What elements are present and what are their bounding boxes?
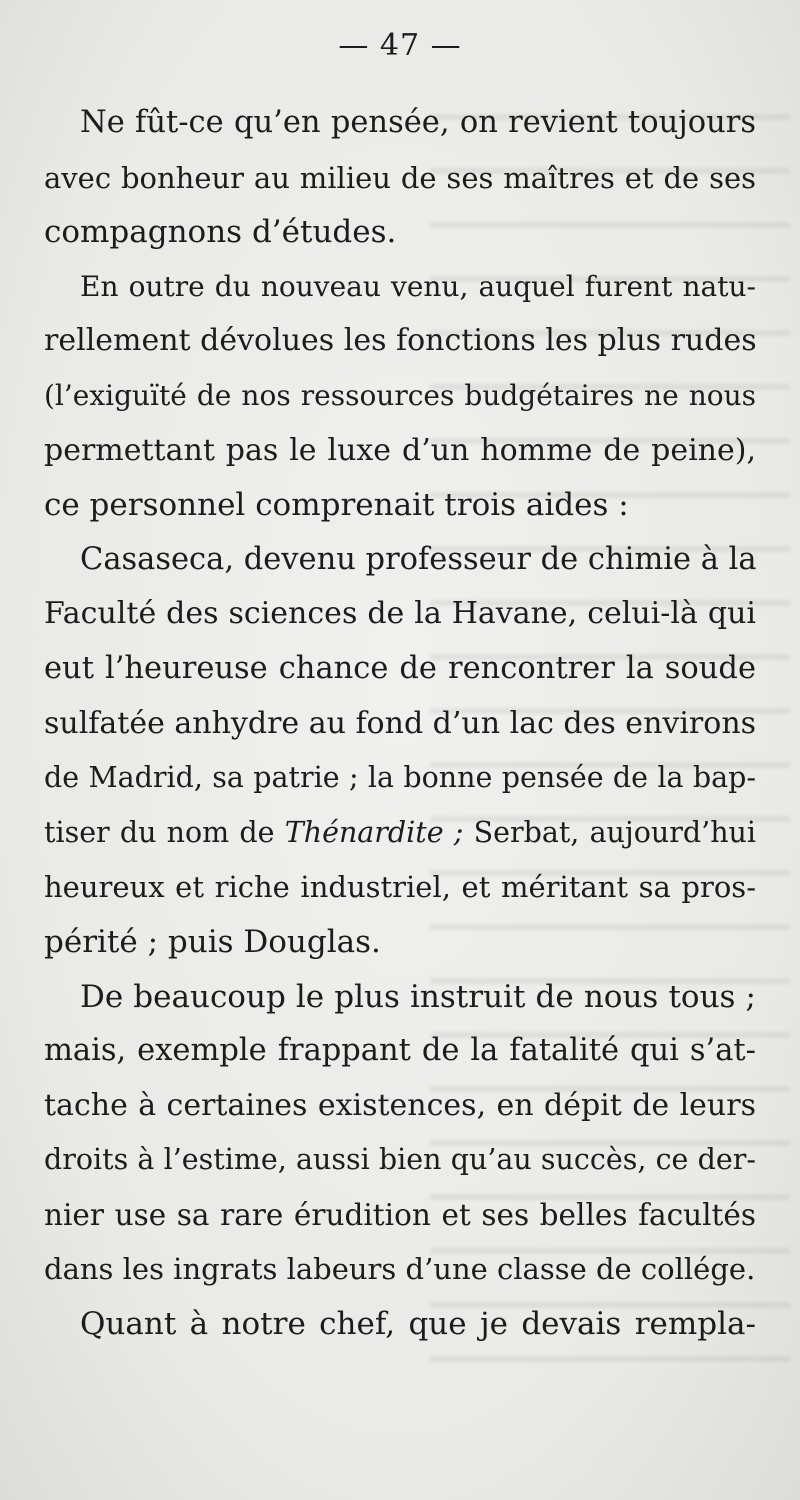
italic-name-thenardite: Thénardite ;: [284, 815, 464, 849]
text-fragment: tiser du nom de: [44, 815, 275, 849]
text-line: En outre du nouveau venu, auquel furent natu-: [80, 269, 756, 303]
text-line: heureux et riche industriel, et méritant sa pros-: [44, 870, 756, 905]
text-line: Ne fût-ce qu’en pensée, on revient toujours: [80, 105, 756, 140]
text-line: dans les ingrats labeurs d’une classe de collége.: [44, 1252, 756, 1287]
text-line: ce personnel comprenait trois aides :: [44, 487, 629, 524]
text-line: périté ; puis Douglas.: [44, 923, 381, 960]
text-line: mais, exemple frappant de la fatalité qui s’at-: [44, 1033, 756, 1069]
text-line: (l’exiguïté de nos ressources budgétaires ne nous: [44, 378, 756, 412]
text-line: compagnons d’études.: [44, 214, 397, 251]
text-line: Casaseca, devenu professeur de chimie à la: [80, 541, 757, 577]
text-line: De beaucoup le plus instruit de nous tous ;: [80, 978, 756, 1015]
text-line: droits à l’estime, aussi bien qu’au succès, ce der-: [44, 1143, 756, 1177]
text-line: Quant à notre chef, que je devais rempla-: [80, 1306, 756, 1343]
text-line: de Madrid, sa patrie ; la bonne pensée de la bap-: [44, 761, 756, 795]
page-number-header: — 47 —: [338, 28, 462, 63]
text-line: sulfatée anhydre au fond d’un lac des environs: [44, 705, 757, 741]
text-line: nier use sa rare érudition et ses belles facultés: [44, 1197, 756, 1232]
text-line-with-italic: [44, 806, 756, 861]
text-line: eut l’heureuse chance de rencontrer la soude: [44, 650, 756, 686]
text-line: avec bonheur au milieu de ses maîtres et de ses: [44, 160, 756, 195]
text-line: Faculté des sciences de la Havane, celui-là qui: [44, 596, 756, 632]
text-fragment: Serbat, aujourd’hui: [473, 815, 757, 849]
text-line: rellement dévolues les fonctions les plus rudes: [44, 323, 757, 359]
text-line: permettant pas le luxe d’un homme de peine),: [44, 432, 756, 468]
body-text: [44, 96, 756, 1352]
text-line: tache à certaines existences, en dépit de leurs: [44, 1087, 756, 1123]
